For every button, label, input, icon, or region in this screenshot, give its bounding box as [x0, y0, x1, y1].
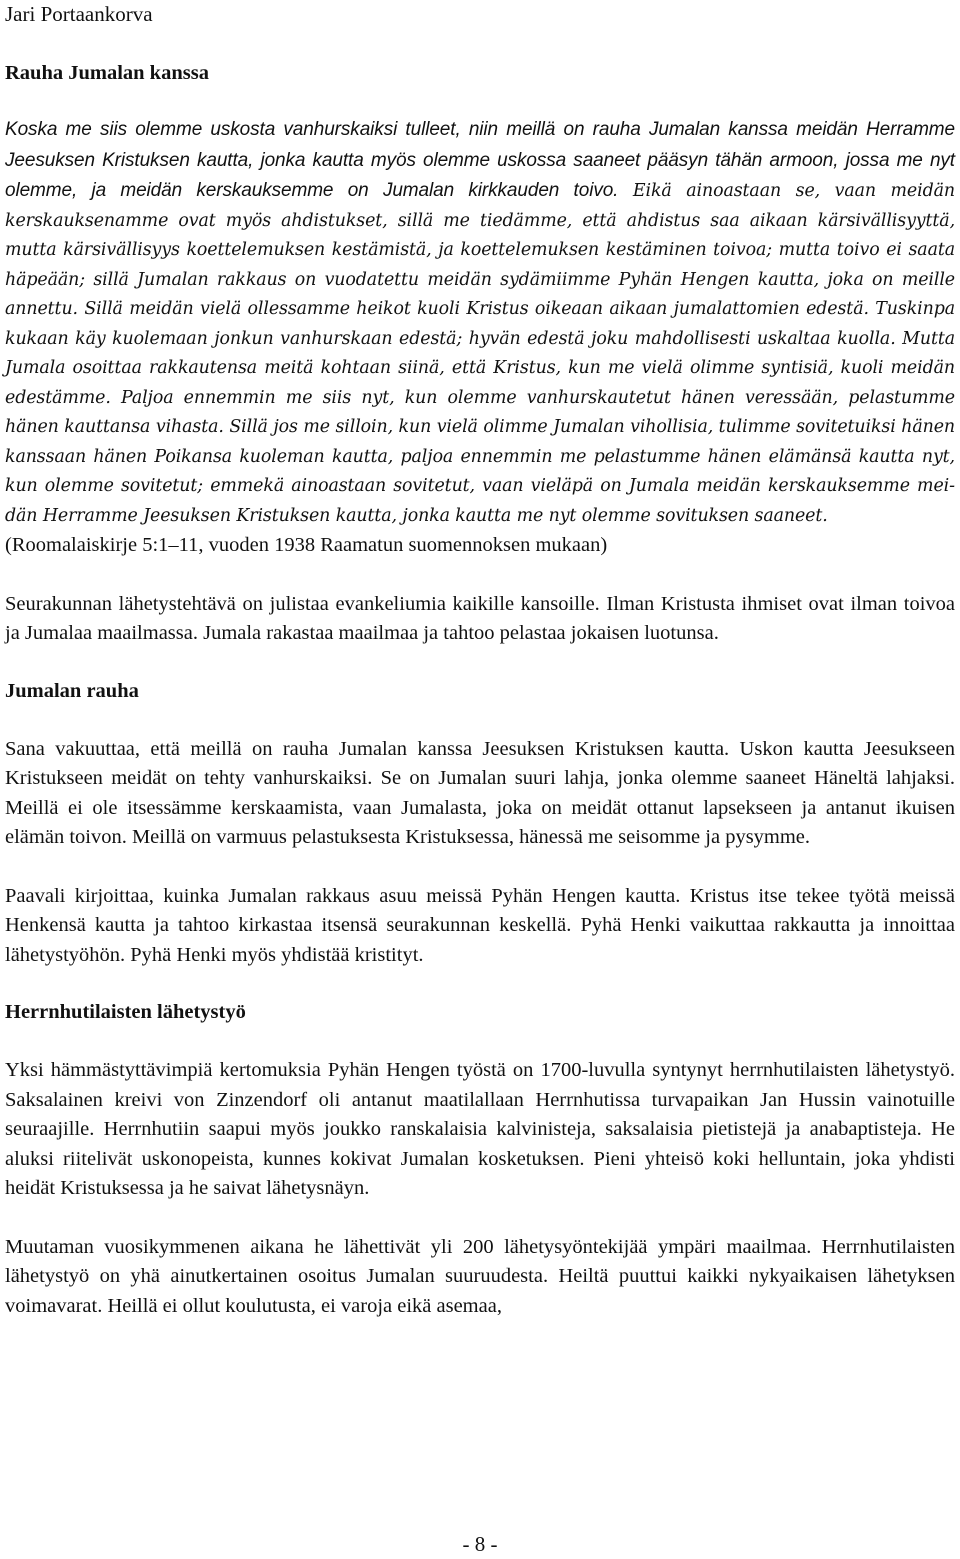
- section-heading-herrnhutilaisten: Herrnhutilaisten lähetystyö: [5, 1001, 246, 1023]
- paragraph: Muutaman vuosikymmenen aikana he lähettivät yli 200 lähetysyöntekijää ympäri maailmaa. Herrnhutilaisten lähetystyö on yhä ainutkertainen osoitus Jumalan suuruudesta. Heiltä puuttui kaikki nykyaikaisen lähetyksen voimavarat. Heillä ei ollut koulutusta, ei varoja eikä asemaa,: [5, 1235, 955, 1317]
- quote-source: (Roomalaiskirje 5:1–11, vuoden 1938 Raamatun suomennoksen mukaan): [5, 534, 608, 556]
- bible-quote-opening: Koska me siis olemme uskosta vanhurskaiksi tulleet, niin meillä on rauha Jumalan kanssa meidän Herramme Jeesuksen Kristuksen kautta, jonka kautta myös olemme uskossa saaneet pääsyn tähän armoon, jossa me nyt olemme, ja meidän kerskauksemme on Jumalan kirkkauden toivo.: [5, 119, 955, 201]
- section-heading-jumalan-rauha: Jumalan rauha: [5, 679, 139, 702]
- author-name: Jari Portaankorva: [5, 2, 153, 26]
- bible-quote: [5, 115, 955, 531]
- document-page: [5, 0, 955, 1321]
- paragraph: Paavali kirjoittaa, kuinka Jumalan rakkaus asuu meissä Pyhän Hengen kautta. Kristus itse tekee työtä meissä Henkensä kautta ja tahtoo kirkastaa itsensä seurakunnan keskellä. Pyhä Henki vaikuttaa rakkautta ja innoittaa lähetystyöhön. Pyhä Henki myös yhdistää kristityt.: [5, 884, 955, 966]
- intro-paragraph: Seurakunnan lähetystehtävä on julistaa evankeliumia kaikille kansoille. Ilman Kristusta ihmiset ovat ilman toivoa ja Jumalaa maailmassa. Jumala rakastaa maailmaa ja tahtoo pelastaa jokaisen luotunsa.: [5, 592, 955, 644]
- bible-quote-continuation: Eikä ainoastaan se, vaan meidän kerskauksenamme ovat myös ahdistukset, sillä me tiedämme, että ahdistus saa aikaan kärsivällisyyttä, mutta kärsivällisyys koettelemuksen kestämistä, ja koettelemuksen kestäminen toivoa; mutta toivo ei saata häpeään; sillä Jumalan rakkaus on vuodatettu meidän sydämiimme Pyhän Hengen kautta, joka on meille annettu. Sillä meidän vielä ollessamme heikot kuoli Kristus oikeaan aikaan jumalattomien edestä. Tuskinpa kukaan käy kuolemaan jonkun vanhurskaan edestä; hyvän edestä joku mahdollisesti uskaltaa kuolla. Mutta Jumala osoittaa rakkautensa meitä kohtaan siinä, että Kristus, kun me vielä olimme syntisiä, kuoli meidän edestämme. Paljoa ennemmin me siis nyt, kun olemme vanhurskautetut hänen veressään, pelastumme hänen kauttansa vihasta. Sillä jos me silloin, kun vielä olimme Jumalan vihollisia, tulimme sovitetuiksi hänen kanssaan hänen Poikansa kuoleman kautta, paljoa ennemmin me pelastumme hänen elämänsä kautta nyt, kun olemme sovitetut; emmekä ainoastaan sovitetut, vaan vieläpä on Jumala meidän kerskauksemme meidän Herramme Jeesuksen Kristuksen kautta, jonka kautta me nyt olemme sovituksen saaneet.: [5, 181, 955, 526]
- page-title: Rauha Jumalan kanssa: [5, 62, 209, 84]
- paragraph: Yksi hämmästyttävimpiä kertomuksia Pyhän Hengen työstä on 1700-luvulla syntynyt herrnhutilaisten lähetystyö. Saksalainen kreivi von Zinzendorf oli antanut maatilallaan Herrnhutissa turvapaikan Jan Hussin vainotuille seuraajille. Herrnhutiin saapui myös joukko ranskalaisia kalvinisteja, saksalaisia pietistejä ja anabaptisteja. He aluksi riitelivät uskonopeista, kunnes kokivat Jumalan kosketuksen. Pieni yhteisö koki helluntain, joka yhdisti heidät Kristuksessa ja he saivat lähetysnäyn.: [5, 1059, 955, 1199]
- page-number: - 8 -: [462, 1532, 498, 1556]
- paragraph: Sana vakuuttaa, että meillä on rauha Jumalan kanssa Jeesuksen Kristuksen kautta. Uskon kautta Jeesukseen Kristukseen meidät on tehty vanhurskaiksi. Se on Jumalan suuri lahja, jonka olemme saaneet Häneltä lahjaksi. Meillä ei ole itsessämme kerskaamista, vaan Jumalasta, joka on meidät ottanut lapsekseen ja antanut ikuisen elämän toivon. Meillä on varmuus pelastuksesta Kristuksessa, hänessä me seisomme ja pysymme.: [5, 737, 955, 848]
